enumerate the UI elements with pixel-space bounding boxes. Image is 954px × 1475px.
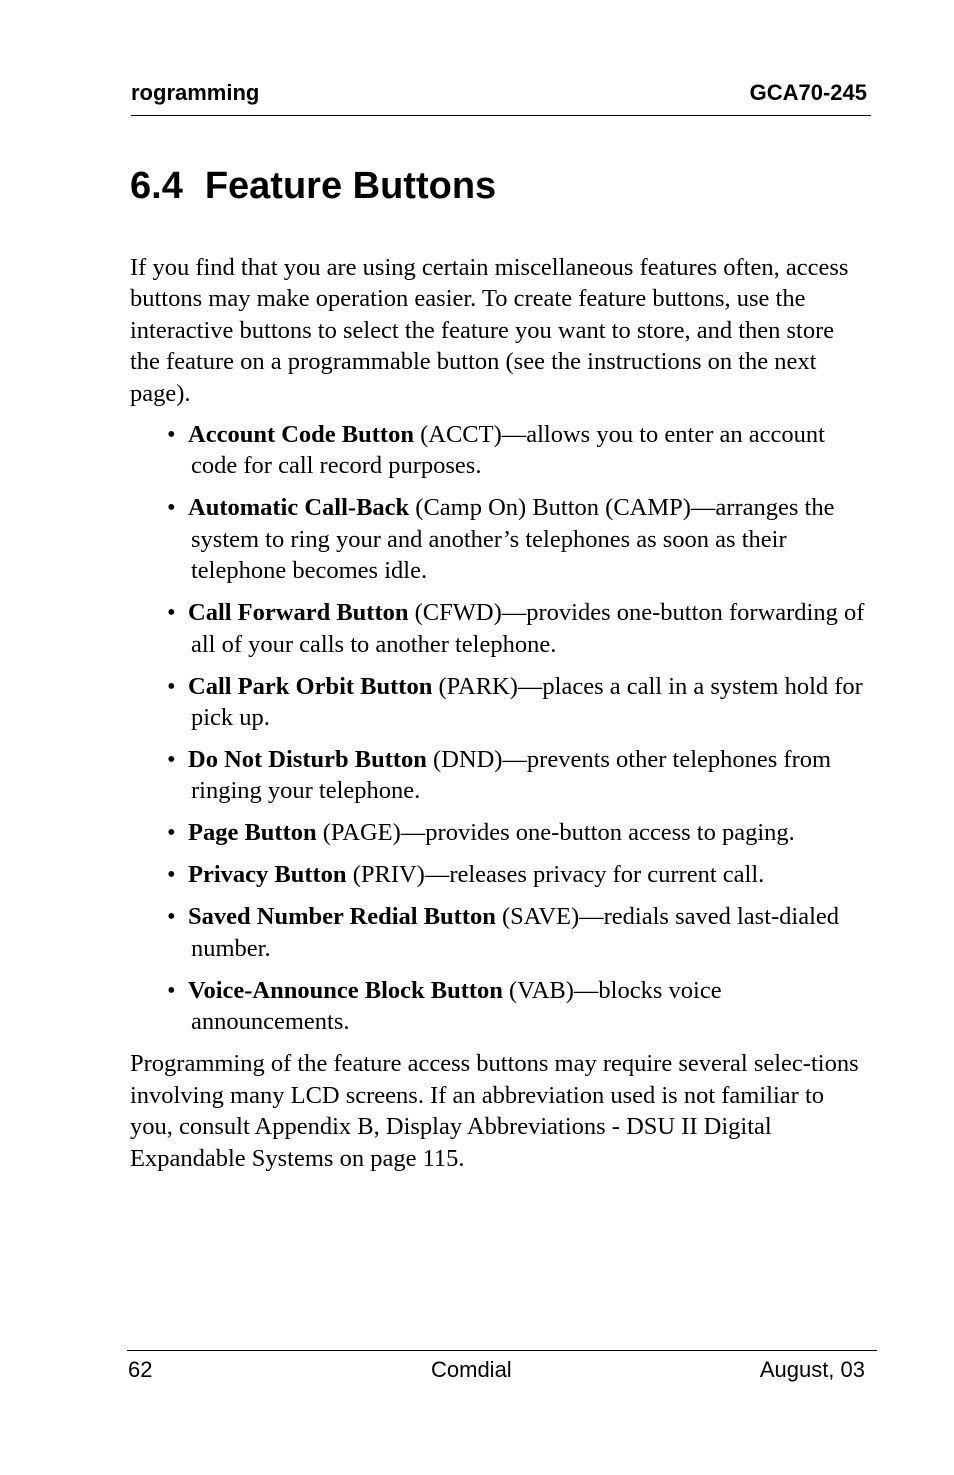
- feature-name: Voice-Announce Block Button: [188, 976, 503, 1004]
- bullet-icon: •: [167, 903, 176, 931]
- list-item: [130, 419, 870, 482]
- feature-description: (PRIV)—releases privacy for current call.: [346, 861, 765, 889]
- list-item: [130, 817, 870, 848]
- footer-date: August, 03: [759, 1357, 865, 1382]
- feature-name: Call Forward Button: [188, 599, 409, 627]
- bullet-icon: •: [167, 672, 176, 700]
- header-doc-id: GCA70-245: [749, 80, 867, 105]
- feature-description: (VAB)—blocks voice announcements.: [191, 976, 722, 1036]
- list-item: [130, 975, 870, 1038]
- bullet-icon: •: [167, 494, 176, 522]
- footer-company: Comdial: [431, 1357, 512, 1382]
- feature-description: (SAVE)—redials saved last-dialed number.: [191, 903, 840, 962]
- feature-name: Call Park Orbit Button: [188, 672, 433, 700]
- page-header: [131, 80, 871, 116]
- list-item: [130, 744, 870, 807]
- feature-description: (PARK)—places a call in a system hold for pick up.: [191, 672, 863, 732]
- page-footer: [127, 1350, 877, 1391]
- feature-name: Page Button: [188, 819, 317, 847]
- feature-name: Privacy Button: [188, 861, 347, 889]
- feature-list: [130, 419, 870, 1038]
- section-title-text: Feature Buttons: [204, 165, 497, 207]
- feature-name: Do Not Disturb Button: [188, 746, 427, 774]
- bullet-icon: •: [167, 599, 176, 627]
- section-number: 6.4: [130, 165, 183, 207]
- bullet-icon: •: [167, 819, 176, 847]
- feature-description: (PAGE)—provides one-button access to paging.: [316, 819, 795, 847]
- list-item: [130, 901, 870, 964]
- list-item: [130, 597, 870, 660]
- list-item: [130, 671, 870, 734]
- page-body: [130, 252, 870, 1174]
- feature-name: Saved Number Redial Button: [188, 903, 496, 931]
- list-item: [130, 492, 870, 586]
- closing-paragraph: Programming of the feature access buttons may require several selec-tions involving many LCD screens. If an abbreviation used is not familiar to you, consult Appendix B, Display Abbreviations - DSU II Digital Expandable Systems on page 115.: [130, 1050, 859, 1172]
- bullet-icon: •: [167, 421, 176, 449]
- intro-paragraph: If you find that you are using certain miscellaneous features often, access buttons may make operation easier. To create feature buttons, use the interactive buttons to select the feature you want to store, and then store the feature on a programmable button (see the instructions on the next page).: [130, 254, 849, 407]
- header-section-name: rogramming: [131, 80, 260, 105]
- feature-description: (CFWD)—provides one-button forwarding of all of your calls to another telephone.: [191, 599, 865, 658]
- feature-description: (ACCT)—allows you to enter an account code for call record purposes.: [191, 421, 825, 480]
- list-item: [130, 859, 870, 890]
- bullet-icon: •: [167, 976, 176, 1004]
- section-title: [130, 162, 496, 210]
- feature-description: (Camp On) Button (CAMP)—arranges the system to ring your and another’s telephones as soon as their telephone becomes idle.: [191, 494, 835, 585]
- feature-description: (DND)—prevents other telephones from ringing your telephone.: [191, 746, 832, 805]
- bullet-icon: •: [167, 746, 176, 774]
- page-number: 62: [128, 1357, 153, 1382]
- feature-name: Account Code Button: [188, 421, 414, 449]
- bullet-icon: •: [167, 861, 176, 889]
- feature-name: Automatic Call-Back: [188, 494, 410, 522]
